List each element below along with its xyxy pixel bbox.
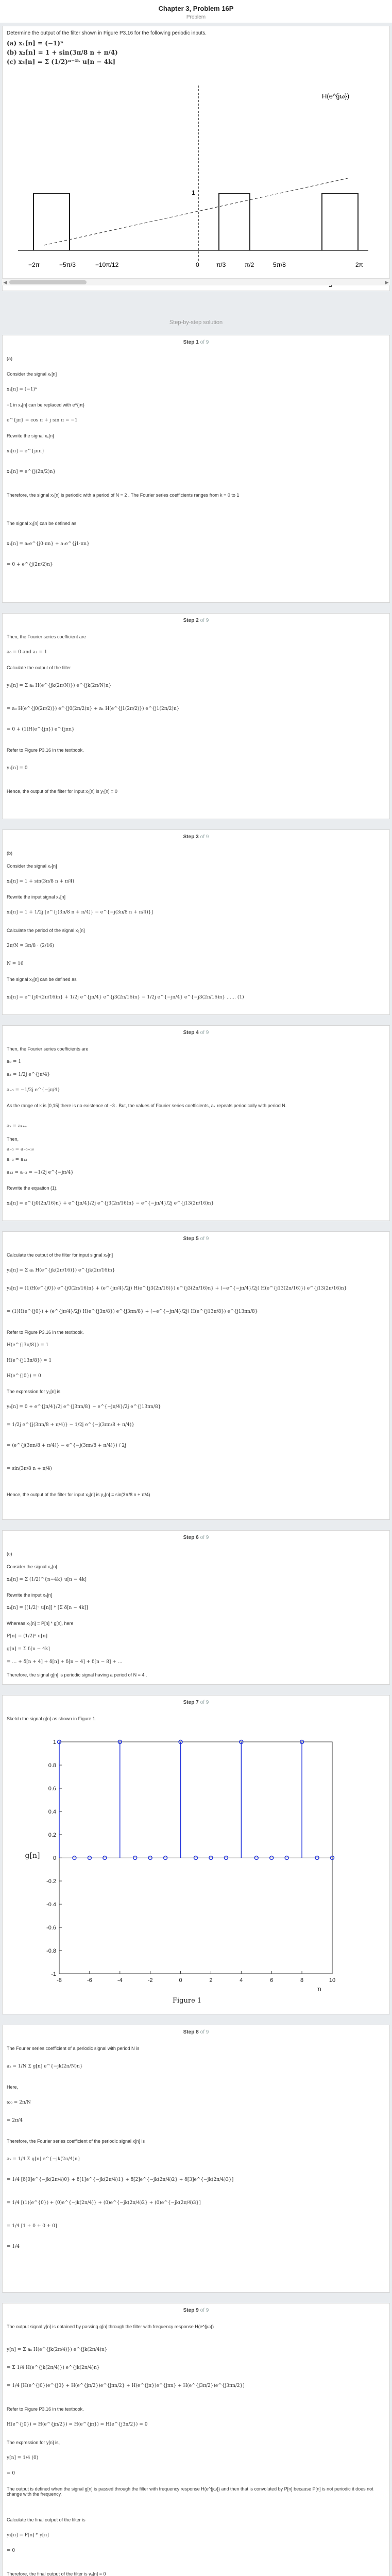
step-line: = sin(3π/8 n + π/4) [7, 1466, 52, 1471]
y-tick-label: 0.4 [48, 1809, 56, 1815]
step-line: x₃[n] = [(1/2)ⁿ u[n]] * [Σ δ[n − 4k]] [7, 1605, 88, 1611]
step-line: H(e^{j3π/8}) = 1 [7, 1343, 49, 1348]
step-line: a₀ = 1 [7, 1059, 21, 1064]
x-tick-label: 2 [209, 1977, 213, 1984]
step-line: e^{jπ} = cos π + j sin π = −1 [7, 418, 78, 423]
step-line: a₋₃ = a₋₃₊₁₆ [7, 1147, 34, 1152]
step-header: Step 7 of 9 [183, 1700, 209, 1705]
step-card [2, 829, 390, 1015]
passband-mid [219, 194, 250, 250]
step-header: Step 6 of 9 [183, 1535, 209, 1540]
step-line: y₂[n] = (1)H(e^{j0}) e^{j0(2π/16)n} + (e^{jπ/4}/2j) H(e^{j3(2π/16)}) e^{j3(2π/16)n} + (−e^{−jπ/4}/2j) H(e^{j13(2π/16)}) e^{j13(2π/16)n} [7, 1286, 347, 1291]
step-header: Step 9 of 9 [183, 2308, 209, 2313]
step-line: 2π/N = 3π/8 · (2/16) [7, 943, 55, 948]
step-header: Step 3 of 9 [183, 834, 209, 840]
step-line: ω₀ = 2π/N [7, 2100, 31, 2105]
step-line: = (e^{j(3πn/8 + π/4)} − e^{−j(3πn/8 + π/4)}) / 2j [7, 1443, 127, 1448]
y-tick-label: -0.8 [46, 1948, 56, 1954]
reference-dashed-line [44, 178, 348, 245]
step-line: Refer to Figure P3.16 in the textbook. [7, 2406, 84, 2412]
step-line: a₋₃ = −1/2j e^{−jπ/4} [7, 1088, 60, 1093]
step-line: Consider the signal x₂[n] [7, 863, 57, 869]
scroll-thumb[interactable] [9, 280, 87, 284]
step-line: = (1)H(e^{j0}) + (e^{jπ/4}/2j) H(e^{j3π/8}) e^{j3πn/8} + (−e^{−jπ/4}/2j) H(e^{j13π/8}) e^{j13πn/8} [7, 1309, 258, 1314]
x-axis-label: n [317, 1986, 322, 1993]
chapter-title: Chapter 3, Problem 16P [158, 5, 234, 12]
step-line: Therefore, the signal x₁[n] is periodic with a period of N = 2 . The Fourier series coefficients ranges from k = 0 to 1 [7, 493, 240, 498]
step-line: aₖ = 1/4 Σ g[n] e^{−jk(2π/4)n} [7, 2157, 81, 2162]
y-tick-label: 0.2 [48, 1832, 56, 1838]
step-line: Rewrite the input x₃[n] [7, 1592, 53, 1598]
step-card [2, 1025, 390, 1221]
horizontal-scrollbar[interactable] [2, 278, 390, 285]
x-tick-label: 8 [300, 1977, 304, 1984]
step-header: Step 4 of 9 [183, 1030, 209, 1036]
step-line: The Fourier series coefficient of a periodic signal with period N is [7, 2046, 140, 2051]
step-line: = 0 + e^{j(2π/2)n} [7, 562, 53, 567]
step-line: Refer to Figure P3.16 in the textbook. [7, 1330, 84, 1335]
step-line: Calculate the output of the filter for input signal x₂[n] [7, 1252, 113, 1258]
axis-label: H(e^{jω}) [322, 92, 350, 100]
step-line: P[n] = (1/2)ⁿ u[n] [7, 1634, 48, 1639]
step-line: = 1/4 [H(e^{j0})e^{j0} + H(e^{jπ/2})e^{jπn/2} + H(e^{jπ})e^{jπn} + H(e^{j3π/2})e^{j3πn/2}] [7, 2383, 245, 2388]
step-line: H(e^{j13π/8}) = 1 [7, 1358, 52, 1363]
x-tick-label: 10 [329, 1977, 336, 1984]
step-card [2, 2303, 390, 2576]
step-answer: Therefore, the final output of the filter is y₃[n] = 0 [7, 2571, 106, 2576]
step-card [2, 1695, 390, 2014]
step-line: (c) [7, 1551, 12, 1556]
step-line: = 0 [7, 2471, 15, 2476]
scroll-left-icon[interactable]: ◀ [3, 280, 7, 285]
figure-1-caption: Figure 1 [173, 1997, 202, 2005]
step-card [2, 613, 390, 819]
problem-part-c: (c) x₃[n] = Σ (1/2)ⁿ⁻⁴ᵏ u[n − 4k] [7, 58, 115, 65]
frequency-response-plot [13, 75, 379, 297]
tick-neg-10pi-12: −10π/12 [95, 261, 119, 268]
step-line: (a) [7, 356, 12, 361]
x-tick-label: -2 [147, 1977, 153, 1984]
step-line: Rewrite the input signal x₂[n] [7, 894, 66, 900]
step-line: = 0 [7, 2548, 15, 2553]
x-tick-label: -4 [117, 1977, 123, 1984]
y-tick-label: 0 [53, 1855, 56, 1861]
step-answer: Hence, the output of the filter for input x₁[n] is y₁[n] = 0 [7, 789, 117, 794]
step-card [2, 1231, 390, 1520]
y-tick-label: 0.8 [48, 1762, 56, 1769]
figure-p3-16 [13, 75, 379, 297]
step-line: Then, the Fourier series coefficients are [7, 1046, 89, 1052]
step-line: y[n] = Σ aₖ H(e^{jk(2π/4)}) e^{jk(2π/4)n} [7, 2347, 108, 2352]
step-line: = Σ 1/4 H(e^{jk(2π/4)}) e^{jk(2π/4)n} [7, 2365, 100, 2370]
step-line: x₁[n] = a₀e^{j0·πn} + a₁e^{j1·πn} [7, 541, 90, 547]
step-line: N = 16 [7, 961, 24, 967]
step-line: a₋₃ = a₁₃ [7, 1157, 27, 1162]
step-line: x₂[n] = 1 + 1/2j [e^{j(3π/8 n + π/4)} − e^{−j(3π/8 n + π/4)}] [7, 910, 153, 915]
scroll-right-icon[interactable]: ▶ [385, 280, 389, 285]
tick-neg-5pi-3: −5π/3 [59, 261, 76, 268]
step-line: The expression for y₂[n] is [7, 1389, 61, 1394]
step-line: a₃ = 1/2j e^{jπ/4} [7, 1072, 50, 1077]
x-tick-label: -6 [87, 1977, 92, 1984]
step-line: a₀ = 0 and a₁ = 1 [7, 650, 47, 655]
y-axis-label: g[n] [25, 1852, 40, 1860]
step-line: The signal x₂[n] can be defined as [7, 977, 77, 982]
y-tick-label: -0.2 [46, 1878, 56, 1885]
step-line: Calculate the period of the signal x₂[n] [7, 928, 85, 933]
step-header: Step 8 of 9 [183, 2029, 209, 2035]
step-line: The output signal y[n] is obtained by passing g[n] through the filter with frequency response H(e^{jω}) [7, 2324, 214, 2329]
step-line: As the range of k is [0,15] there is no existence of −3 . But, the values of Fourier series coefficients, aₖ repeats periodically with period N. [7, 1103, 287, 1108]
step-line: = 2π/4 [7, 2118, 23, 2123]
step-line: The output is defined when the signal g[n] is passed through the filter with frequency response H(e^{jω}) and then that is convoluted by P[n] because P[n] is not periodic it does not change with the frequency. [7, 2486, 373, 2497]
step-line: x₃[n] = Σ (1/2)^{n−4k} u[n − 4k] [7, 1577, 87, 1582]
tab-problem[interactable]: Problem [186, 14, 206, 20]
tick-pi-2: π/2 [245, 261, 254, 268]
step-line: x₂[n] = e^{j0·(2π/16)n} + 1/2j e^{jπ/4} e^{j3(2π/16)n} − 1/2j e^{−jπ/4} e^{−j3(2π/16)n} …… (1) [7, 995, 244, 1000]
step-line: = 1/4 [7, 2244, 20, 2249]
gain-label: 1 [192, 189, 195, 196]
step-card [2, 1530, 390, 1685]
step-line: Rewrite the equation (1). [7, 1185, 58, 1191]
step-line: x₂[n] = e^{j0(2π/16)n} + e^{jπ/4}/2j e^{j3(2π/16)n} − e^{−jπ/4}/2j e^{j13(2π/16)n} [7, 1201, 214, 1206]
x-tick-label: 6 [270, 1977, 274, 1984]
step-line: The signal x₁[n] can be defined as [7, 521, 77, 526]
step-line: H(e^{j0}) = H(e^{jπ/2}) = H(e^{jπ}) = H(e^{j3π/2}) = 0 [7, 2422, 148, 2427]
x-tick-label: 4 [240, 1977, 243, 1984]
step-line: Then, the Fourier series coefficient are [7, 634, 86, 639]
step-line: = 1/4 [(1)(e^{0}) + (0)e^{−jk(2π/4)} + (0)e^{−jk(2π/4)2} + (0)e^{−jk(2π/4)3}] [7, 2200, 201, 2206]
step-line: y₃[n] = P[n] * y[n] [7, 2533, 49, 2538]
step-line: y₁[n] = Σ aₖ H(e^{jk(2π/N)}) e^{jk(2π/N)n} [7, 683, 112, 688]
problem-statement: Determine the output of the filter shown in Figure P3.16 for the following periodic inputs. [7, 30, 207, 36]
problem-panel [2, 26, 390, 291]
tick-2pi: 2π [355, 261, 363, 268]
step-line: Whereas x₃[n] = P[n] * g[n], here [7, 1621, 74, 1626]
passband-left [33, 194, 70, 250]
step-line: x₁[n] = (−1)ⁿ [7, 387, 37, 392]
step-line: a₁₃ = a₋₃ = −1/2j e^{−jπ/4} [7, 1170, 74, 1175]
y-tick-label: 1 [53, 1739, 56, 1745]
top-bar [0, 0, 392, 23]
step-line: Calculate the output of the filter [7, 665, 71, 670]
step-line: x₁[n] = e^{j(2π/2)n} [7, 469, 56, 474]
stem-chart [23, 1732, 343, 1994]
step-line: Rewrite the signal x₁[n] [7, 433, 54, 438]
step-line: Then, [7, 1137, 19, 1142]
step-line: H(e^{j0}) = 0 [7, 1374, 41, 1379]
step-line: Here, [7, 2084, 19, 2090]
step-line: y₂[n] = Σ aₖ H(e^{jk(2π/16)}) e^{jk(2π/16)n} [7, 1268, 115, 1273]
step-line: −1 in x₁[n] can be replaced with e^{jπ} [7, 402, 84, 408]
x-tick-label: 0 [179, 1977, 182, 1984]
step-line: Consider the signal x₃[n] [7, 1564, 57, 1569]
figure-1 [23, 1732, 343, 1994]
step-card [2, 335, 390, 603]
step-line: = 1/2j e^{j(3πn/8 + π/4)} − 1/2j e^{−j(3πn/8 + π/4)} [7, 1422, 135, 1428]
tick-zero: 0 [196, 261, 199, 268]
step-answer: Hence, the output of the filter for input x₂[n] is y₂[n] = sin(3π/8 n + π/4) [7, 1492, 150, 1497]
x-tick-label: -8 [57, 1977, 62, 1984]
tick-5pi-8: 5π/8 [273, 261, 286, 268]
y-tick-label: -0.6 [46, 1925, 56, 1931]
step-header: Step 2 of 9 [183, 618, 209, 623]
step-line: aₖ = aₖ₊ₙ [7, 1124, 27, 1129]
step-line: (b) [7, 851, 12, 856]
tick-pi-3: π/3 [216, 261, 226, 268]
step-line: x₁[n] = e^{jπn} [7, 449, 45, 454]
solution-heading: Step-by-step solution [169, 319, 223, 326]
y-tick-label: -0.4 [46, 1902, 56, 1908]
step-line: = … + δ[n + 4] + δ[n] + δ[n − 4] + δ[n − 8] + … [7, 1659, 123, 1665]
passband-right [322, 194, 358, 250]
step-line: The expression for y[n] is, [7, 2440, 60, 2445]
step-line: Consider the signal x₁[n] [7, 371, 57, 377]
step-line: Refer to Figure P3.16 in the textbook. [7, 748, 84, 753]
step-line: y[n] = 1/4 (0) [7, 2455, 39, 2461]
step-line: y₁[n] = 0 [7, 766, 28, 771]
step-line: Therefore, the signal g[n] is periodic signal having a period of N = 4 . [7, 1672, 147, 1677]
step-line: Calculate the final output of the filter is [7, 2517, 86, 2522]
y-tick-label: 0.6 [48, 1786, 56, 1792]
step-card [2, 2025, 390, 2293]
step-line: g[n] = Σ δ[n − 4k] [7, 1647, 50, 1652]
problem-part-a: (a) x₁[n] = (−1)ⁿ [7, 40, 64, 47]
step-line: = 0 + (1)H(e^{jπ}) e^{jπn} [7, 727, 75, 732]
step-line: = 1/4 [δ[0]e^{−jk(2π/4)0} + δ[1]e^{−jk(2π/4)1} + δ[2]e^{−jk(2π/4)2} + δ[3]e^{−jk(2π/4)3}] [7, 2177, 234, 2182]
problem-part-b: (b) x₂[n] = 1 + sin(3π/8 n + π/4) [7, 49, 118, 56]
step-line: = a₀ H(e^{j0(2π/2)}) e^{j0(2π/2)n} + a₁ H(e^{j1(2π/2)}) e^{j1(2π/2)n} [7, 706, 180, 711]
step-header: Step 5 of 9 [183, 1236, 209, 1242]
step-line: aₖ = 1/N Σ g[n] e^{−jk(2π/N)n} [7, 2064, 83, 2069]
tick-neg-2pi: −2π [28, 261, 40, 268]
step-line: = 1/4 [1 + 0 + 0 + 0] [7, 2224, 57, 2229]
step-line: x₂[n] = 1 + sin(3π/8 n + π/4) [7, 879, 75, 884]
step-header: Step 1 of 9 [183, 340, 209, 345]
y-tick-label: -1 [51, 1971, 56, 1977]
step-line: y₂[n] = 0 + e^{jπ/4}/2j e^{j3πn/8} − e^{−jπ/4}/2j e^{j13πn/8} [7, 1404, 161, 1410]
step-line: Therefore, the Fourier series coefficient of the periodic signal x[n] is [7, 2139, 145, 2144]
step-line: Sketch the signal g[n] as shown in Figure 1. [7, 1716, 97, 1721]
